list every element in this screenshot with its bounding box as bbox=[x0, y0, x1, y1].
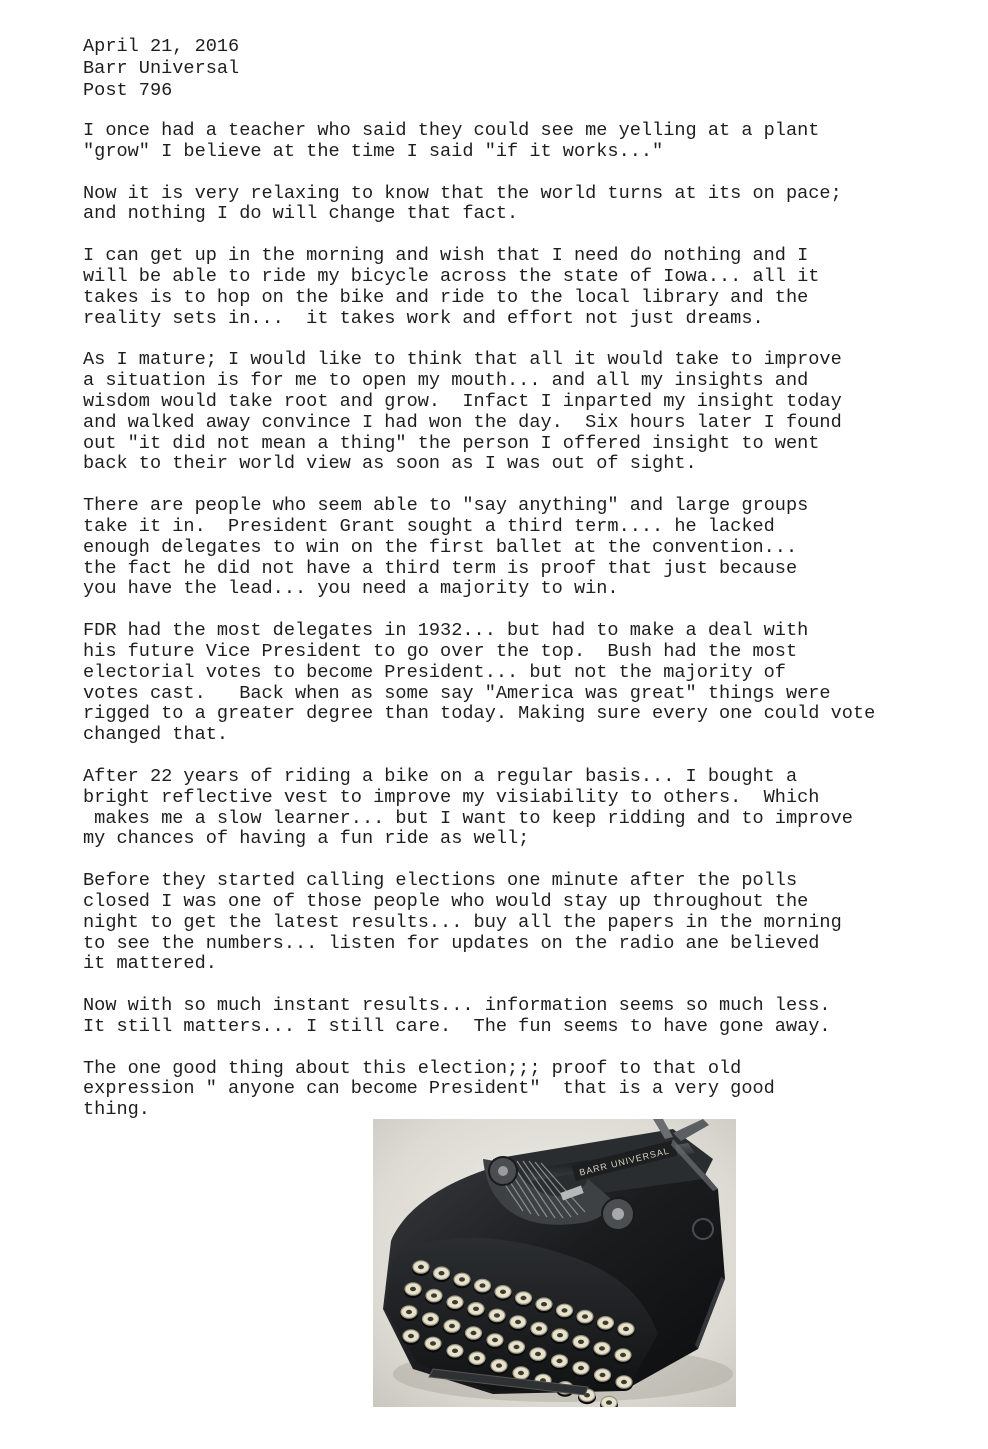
paragraph-elections: Before they started calling elections one minute after the polls closed I was one of those people who would stay up throughout the night to get the latest results... buy all the papers in the morning to see the numbers... listen for updates on the radio ane believed it mattered. bbox=[83, 870, 842, 975]
paragraph-instant-results: Now with so much instant results... information seems so much less. It still matters... I still care. The fun seems to have gone away. bbox=[83, 995, 831, 1037]
paragraph-vest: After 22 years of riding a bike on a regular basis... I bought a bright reflective vest to improve my visiability to others. Which makes me a slow learner... but I want to keep ridding and to improve my chances of having a fun ride as well; bbox=[83, 765, 853, 850]
typed-letter bbox=[83, 36, 963, 1142]
date-line: April 21, 2016 bbox=[83, 36, 240, 57]
paragraph-grant: There are people who seem able to "say anything" and large groups take it in. President Grant sought a third term.... he lacked enough delegates to win on the first ballet at the convention... the fact he did not have a third term is proof that just because you have the lead... you need a majority to win. bbox=[83, 495, 809, 600]
typewriter-photo bbox=[373, 1119, 736, 1407]
typewriter-name: Barr Universal bbox=[83, 58, 240, 79]
nameplate-text: BARR UNIVERSAL bbox=[578, 1145, 671, 1178]
paragraph-anyone-president: The one good thing about this election;;; proof to that old expression " anyone can become President" that is a very good thing. bbox=[83, 1057, 775, 1121]
paragraph-fdr: FDR had the most delegates in 1932... but had to make a deal with his future Vice President to go over the top. Bush had the most electorial votes to become President... but not the majority of votes cast. Back when as some say "America was great" things were rigged to a greater degree than today. Making sure every one could vote changed that. bbox=[83, 620, 876, 746]
letter-header bbox=[83, 36, 963, 102]
paragraph-bicycle: I can get up in the morning and wish that I need do nothing and I will be able to ride my bicycle across the state of Iowa... all it takes is to hop on the bike and ride to the local library and the reality sets in... it takes work and effort not just dreams. bbox=[83, 245, 820, 329]
paragraph-world-turns: Now it is very relaxing to know that the world turns at its on pace; and nothing I do will change that fact. bbox=[83, 182, 842, 225]
post-number: Post 796 bbox=[83, 80, 173, 101]
paragraph-insight: As I mature; I would like to think that all it would take to improve a situation is for me to open my mouth... and all my insights and wisdom would take root and grow. Infact I inparted my insight today and walked away convince I had won the day. Six hours later I found out "it did not mean a thing" the person I offered insight to went back to their world view as soon as I was out of sight. bbox=[83, 349, 842, 475]
paragraph-teacher: I once had a teacher who said they could see me yelling at a plant "grow" I believe at the time I said "if it works..." bbox=[83, 120, 820, 162]
